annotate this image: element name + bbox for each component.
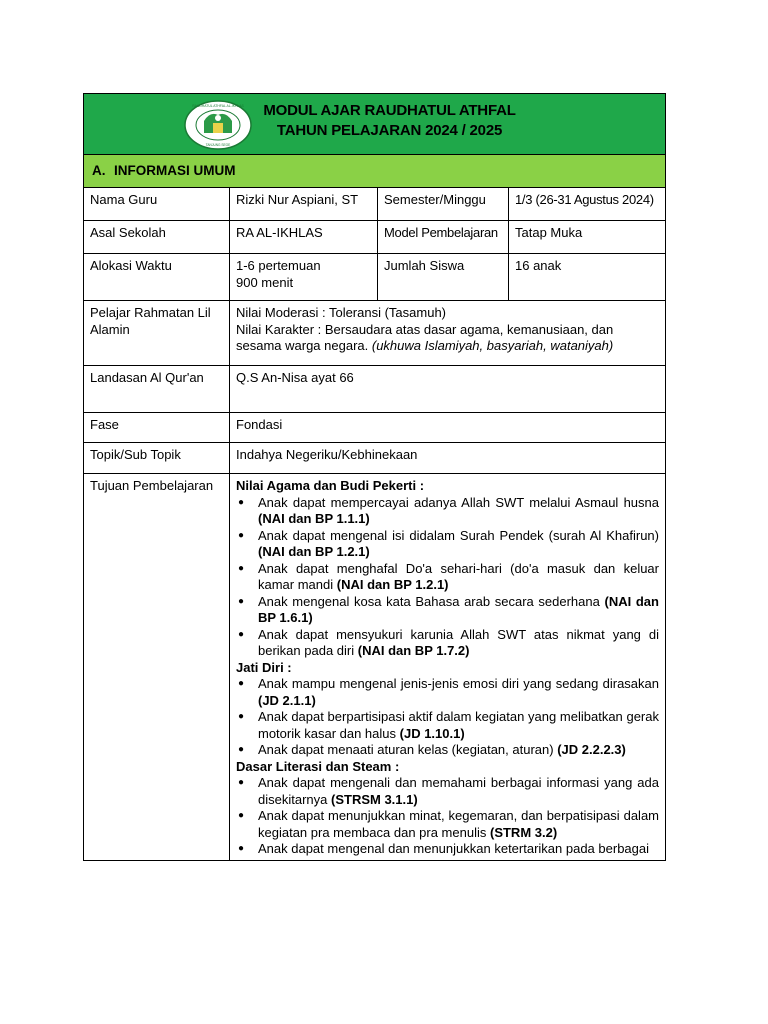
item-code: (NAI dan BP 1.7.2) [357,643,470,658]
list-item [236,775,659,808]
item-code: (NAI dan BP 1.2.1) [258,544,370,559]
literasi-list [236,775,659,858]
item-code: (NAI dan BP 1.6.1) [258,593,659,625]
item-code: (NAI dan BP 1.2.1) [336,577,449,592]
item-text: Anak dapat mengenal isi didalam Surah Pendek (surah Al Khafirun) [258,527,659,543]
item-text: Anak dapat menunjukkan minat, kegemaran, dan berpatisipasi dalam kegiatan pra membaca dan pra menulis [258,808,659,840]
label-alokasi: Alokasi Waktu [84,254,230,301]
label-asal-sekolah: Asal Sekolah [84,221,230,254]
value-model: Tatap Muka [509,221,666,254]
label-jumlah: Jumlah Siswa [378,254,509,301]
item-text: Anak dapat mensyukuri karunia Allah SWT atas nikmat yang di berikan pada diri [258,626,659,658]
item-code: (STRM 3.2) [489,824,558,840]
item-code: (JD 2.1.1) [258,692,316,708]
list-item [236,709,659,742]
list-item [236,495,659,528]
jati-list [236,676,659,759]
alokasi-line-2: 900 menit [236,274,294,290]
value-alokasi [230,254,378,301]
item-code: (JD 2.2.2.3) [557,742,626,757]
title-line-2: TAHUN PELAJARAN 2024 / 2025 [276,122,503,139]
pelajar-line-1: Nilai Moderasi : Toleransi (Tasamuh) [236,305,447,320]
value-asal-sekolah: RA AL-IKHLAS [230,221,378,254]
label-model: Model Pembelajaran [378,221,509,254]
list-item [236,594,659,627]
pelajar-italic: (ukhuwa Islamiyah, basyariah, wataniyah) [371,338,614,353]
logo-text-bottom: TANJUNG SEGE [205,143,231,147]
literasi-title: Dasar Literasi dan Steam : [236,758,400,774]
item-text: Anak dapat menghafal Do'a sehari-hari (do'a masuk dan keluar kamar mandi [258,560,659,592]
value-fase: Fondasi [230,413,666,443]
label-pelajar: Pelajar Rahmatan Lil Alamin [84,301,230,366]
value-topik: Indahya Negeriku/Kebhinekaan [230,443,666,474]
logo-text-top: RAUDHATUL ATHFAL AL-IKHLAS [192,104,244,108]
list-item [236,808,659,841]
header-band [84,94,666,155]
item-code: (JD 1.10.1) [399,725,465,741]
jati-title: Jati Diri : [236,659,292,675]
list-item [236,676,659,709]
value-semester: 1/3 (26-31 Agustus 2024) [509,188,666,221]
module-table [83,93,666,861]
label-fase: Fase [84,413,230,443]
title-line-1: MODUL AJAR RAUDHATUL ATHFAL [263,102,516,119]
label-semester: Semester/Minggu [378,188,509,221]
value-landasan: Q.S An-Nisa ayat 66 [230,366,666,413]
item-text: Anak dapat mempercayai adanya Allah SWT melalui Asmaul husna [258,494,659,510]
label-landasan: Landasan Al Qur'an [84,366,230,413]
item-text: Anak dapat mengenal dan menunjukkan ketertarikan pada berbagai [258,841,649,856]
list-item [236,841,659,858]
item-text: Anak mengenal kosa kata Bahasa arab secara sederhana [258,593,600,609]
section-heading [84,155,666,188]
pelajar-text: Nilai Karakter : Bersaudara atas dasar agama, kemanusiaan, dan sesama warga negara. [236,321,614,353]
item-text: Anak dapat berpartisipasi aktif dalam kegiatan yang melibatkan gerak motorik kasar dan halus [258,709,659,741]
alokasi-line-1: 1-6 pertemuan [236,258,321,273]
value-tujuan [230,474,666,861]
section-title: INFORMASI UMUM [114,162,236,178]
list-item [236,561,659,594]
page-title [234,101,545,141]
label-topik: Topik/Sub Topik [84,443,230,474]
list-item [236,627,659,660]
item-code: (STRSM 3.1.1) [331,791,418,807]
item-text: Anak dapat menaati aturan kelas (kegiatan, aturan) [258,742,554,757]
section-number: A. [92,162,106,178]
value-pelajar [230,301,666,366]
value-nama-guru: Rizki Nur Aspiani, ST [230,188,378,221]
value-jumlah: 16 anak [509,254,666,301]
list-item [236,742,659,759]
agama-title: Nilai Agama dan Budi Pekerti : [236,478,425,493]
document [83,93,665,861]
item-text: Anak mampu mengenal jenis-jenis emosi diri yang sedang dirasakan [258,676,659,691]
pelajar-line-2 [236,322,659,355]
list-item [236,528,659,561]
agama-list [236,495,659,660]
label-tujuan: Tujuan Pembelajaran [84,474,230,861]
item-text: Anak dapat mengenali dan memahami berbagai informasi yang ada disekitarnya [258,775,659,807]
label-nama-guru: Nama Guru [84,188,230,221]
item-code: (NAI dan BP 1.1.1) [258,511,370,526]
